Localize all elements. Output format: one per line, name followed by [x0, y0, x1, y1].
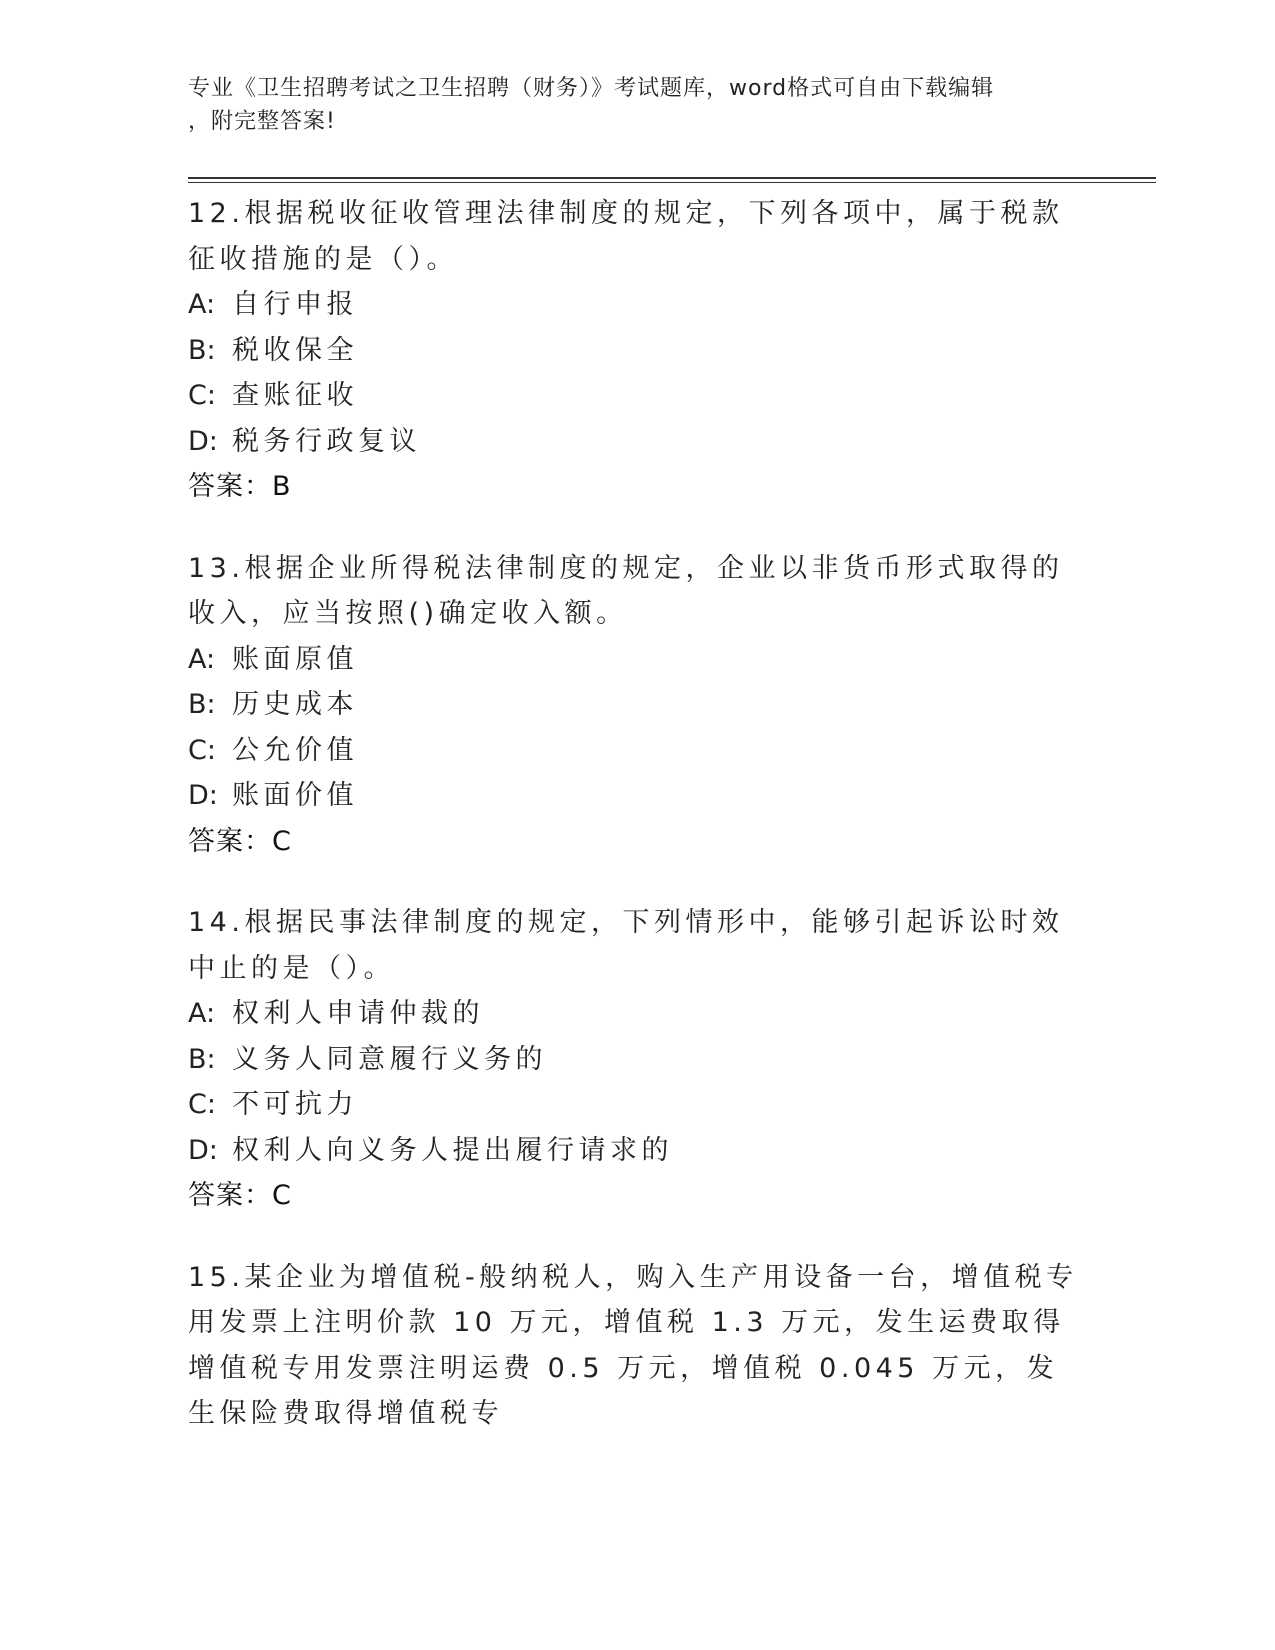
- option-text: 自行申报: [232, 289, 358, 320]
- option-c: [188, 1082, 1088, 1128]
- header-title-line1: 专业《卫生招聘考试之卫生招聘（财务）》考试题库，word格式可自由下载编辑: [188, 76, 995, 101]
- option-a: [188, 282, 1088, 328]
- option-label: B:: [188, 1043, 216, 1075]
- option-text: 账面价值: [232, 780, 358, 811]
- option-d: [188, 419, 1088, 465]
- question-stem: 14.根据民事法律制度的规定，下列情形中，能够引起诉讼时效中止的是（）。: [188, 907, 1064, 984]
- option-text: 查账征收: [232, 380, 358, 411]
- option-text: 税收保全: [232, 334, 358, 366]
- option-text: 义务人同意履行义务的: [232, 1043, 547, 1075]
- question-14: [188, 900, 1088, 1219]
- question-list: [188, 191, 1088, 1473]
- question-stem: 15.某企业为增值税-般纳税人，购入生产用设备一台，增值税专用发票上注明价款 10 万元，增值税 1.3 万元，发生运费取得增值税专用发票注明运费 0.5 万元，增值税 0.045 万元，发生保险费取得增值税专: [188, 1261, 1078, 1429]
- option-label: D:: [188, 780, 218, 811]
- header-divider-thick: [188, 177, 1156, 179]
- option-label: C:: [188, 380, 216, 411]
- option-label: A:: [188, 998, 216, 1029]
- answer-line: 答案：C: [188, 825, 292, 857]
- option-label: A:: [188, 643, 216, 675]
- option-text: 权利人申请仲裁的: [232, 998, 484, 1029]
- option-b: [188, 328, 1088, 374]
- option-label: D:: [188, 425, 218, 457]
- option-b: [188, 682, 1088, 728]
- answer-line: 答案：C: [188, 1180, 292, 1211]
- option-a: [188, 991, 1088, 1037]
- option-text: 账面原值: [232, 643, 358, 675]
- option-label: C:: [188, 1089, 216, 1120]
- question-13: [188, 546, 1088, 865]
- option-d: [188, 773, 1088, 819]
- option-d: [188, 1128, 1088, 1174]
- answer-line: 答案：B: [188, 471, 292, 502]
- question-12: [188, 191, 1088, 510]
- option-label: B:: [188, 334, 216, 366]
- option-label: C:: [188, 734, 216, 766]
- option-text: 税务行政复议: [232, 425, 421, 457]
- option-label: D:: [188, 1134, 218, 1166]
- option-a: [188, 637, 1088, 683]
- option-b: [188, 1037, 1088, 1083]
- option-text: 历史成本: [232, 689, 358, 720]
- option-label: A:: [188, 289, 216, 320]
- option-label: B:: [188, 689, 216, 720]
- option-text: 公允价值: [232, 734, 358, 766]
- question-stem: 12.根据税收征收管理法律制度的规定，下列各项中，属于税款征收措施的是（）。: [188, 198, 1064, 275]
- header-divider-thin: [188, 182, 1156, 183]
- option-text: 权利人向义务人提出履行请求的: [232, 1134, 673, 1166]
- document-header: [188, 72, 1088, 138]
- question-15: [188, 1255, 1088, 1437]
- question-stem: 13.根据企业所得税法律制度的规定，企业以非货币形式取得的收入，应当按照()确定收入额。: [188, 552, 1064, 629]
- option-text: 不可抗力: [232, 1089, 358, 1120]
- option-c: [188, 373, 1088, 419]
- header-title-line2: ，附完整答案!: [188, 109, 336, 134]
- option-c: [188, 728, 1088, 774]
